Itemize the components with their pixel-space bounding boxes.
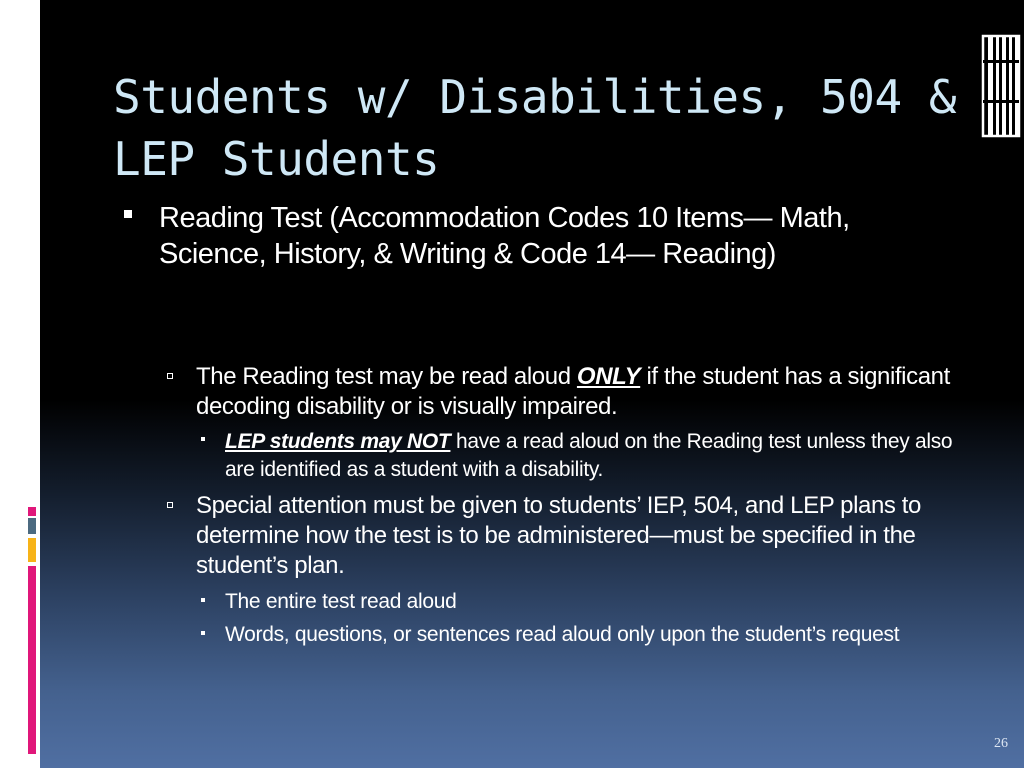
bullet-words-questions: Words, questions, or sentences read aloud only upon the student’s request bbox=[225, 623, 900, 646]
title-line-2: LEP Students bbox=[113, 132, 440, 186]
lep-emphasis: LEP students may NOT bbox=[225, 430, 451, 453]
small-square-bullet bbox=[201, 598, 205, 602]
page-number: 26 bbox=[994, 736, 1008, 751]
title-line-1: Students w/ Disabilities, 504 & bbox=[113, 70, 957, 124]
read-aloud-text-start: The Reading test may be read aloud bbox=[196, 363, 577, 390]
square-outline-bullet bbox=[167, 502, 173, 508]
small-square-bullet bbox=[201, 631, 205, 635]
bullet-reading-test: Reading Test (Accommodation Codes 10 Items— Math, Science, History, & Writing & Code 14— Reading) bbox=[159, 202, 850, 270]
bullet-read-aloud-only bbox=[196, 362, 956, 422]
small-square-bullet bbox=[201, 437, 205, 441]
read-aloud-text-end: if the student has a significant decoding disability or is visually impaired. bbox=[196, 363, 950, 420]
square-outline-bullet bbox=[167, 373, 173, 379]
square-filled-bullet bbox=[124, 210, 132, 218]
bullet-special-attention: Special attention must be given to students’ IEP, 504, and LEP plans to determine how the test is to be administered—must be specified in the student’s plan. bbox=[196, 492, 921, 579]
lep-text: have a read aloud on the Reading test unless they also are identified as a student with a disability. bbox=[225, 430, 953, 481]
bullet-entire-test: The entire test read aloud bbox=[225, 590, 457, 613]
read-aloud-emphasis: ONLY bbox=[576, 363, 641, 390]
bullet-lep-students bbox=[225, 428, 965, 484]
